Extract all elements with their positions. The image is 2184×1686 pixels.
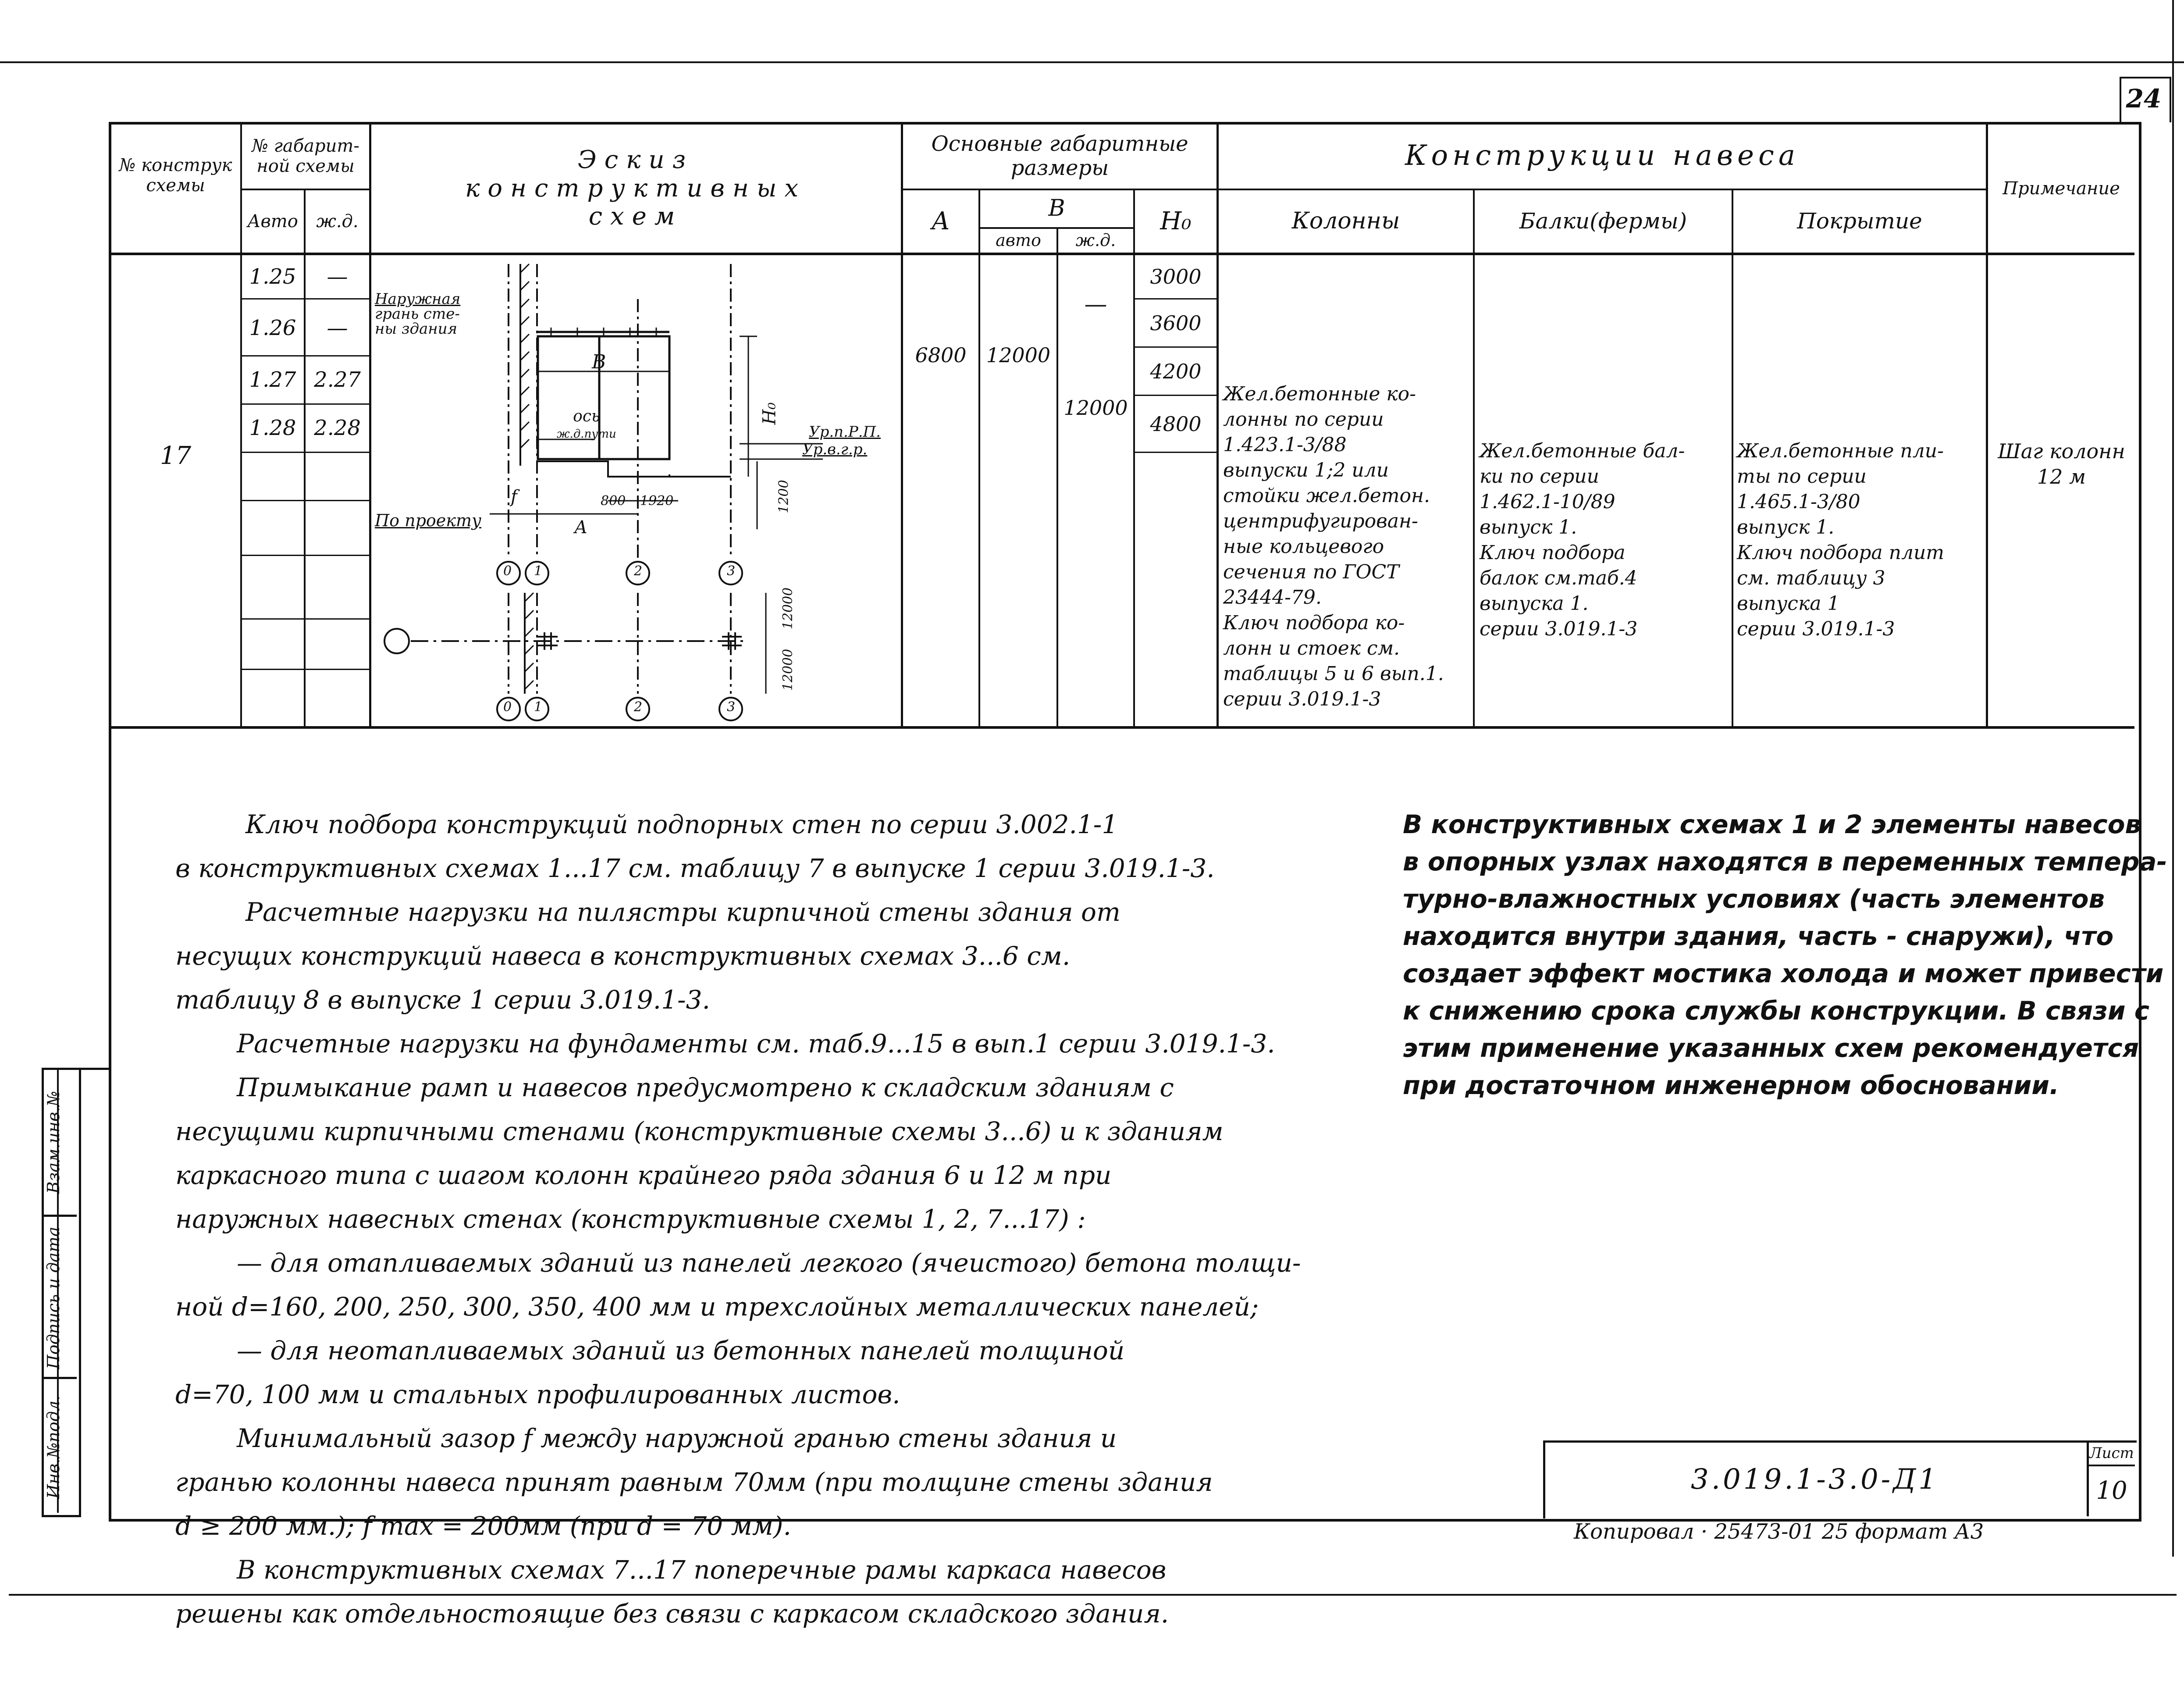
note-line: несущих конструкций навеса в конструктивных схемах 3...6 см. (175, 941, 1071, 971)
row-1-auto: 1.25 (249, 264, 296, 289)
hdr-B-auto: авто (996, 231, 1041, 250)
sketch-B: В (592, 351, 606, 373)
dim-B-auto-value: 12000 (986, 343, 1051, 367)
note-text: Шаг колонн 12 м (1998, 439, 2125, 488)
hdr-B: В (1048, 195, 1065, 222)
row-4-auto: 1.28 (249, 416, 296, 441)
warning-line: в опорных узлах находятся в переменных темпера- (1403, 847, 2167, 877)
note-line: — для неотапливаемых зданий из бетонных панелей толщиной (237, 1336, 1125, 1365)
warning-line: этим применение указанных схем рекомендуется (1403, 1033, 2139, 1063)
note-line: В конструктивных схемах 7...17 поперечные рамы каркаса навесов (237, 1555, 1167, 1585)
row-3-h0: 4200 (1150, 359, 1202, 383)
row-2-h0: 3600 (1150, 311, 1202, 335)
note-line: каркасного типа с шагом колонн крайнего ряда здания 6 и 12 м при (175, 1160, 1112, 1190)
hdr-auto: Авто (247, 211, 298, 232)
sketch-dim-12000-a: 12000 (780, 587, 796, 630)
note-line: — для отапливаемых зданий из панелей легкого (ячеистого) бетона толщи- (237, 1248, 1301, 1278)
sketch-level-rr: Ур.в.г.р. (802, 441, 868, 458)
note-line: Примыкание рамп и навесов предусмотрено к складским зданиям с (237, 1073, 1174, 1102)
note-line: d ≥ 200 мм.); f max = 200мм (при d = 70 мм). (175, 1511, 791, 1541)
hdr-gauge-scheme: № габарит- ной схемы (252, 136, 359, 176)
stamp-replace-inv: Взам.инв.№ (44, 1091, 63, 1194)
row-3-auto: 1.27 (249, 367, 296, 392)
hdr-A: А (931, 207, 950, 235)
sketch-axis-3-bot: 3 (727, 699, 736, 715)
note-line: в конструктивных схемах 1...17 см. таблицу 7 в выпуске 1 серии 3.019.1-3. (175, 853, 1215, 883)
sketch-axis-2-top: 2 (634, 563, 643, 579)
note-line: d=70, 100 мм и стальных профилированных листов. (175, 1379, 900, 1409)
row-4-h0: 4800 (1150, 412, 1202, 436)
columns-text: Жел.бетонные ко- лонны по серии 1.423.1-3/88 выпуски 1;2 или стойки жел.бетон. центрифугирован- ные кольцевого сечения по ГОСТ 23444-79. Ключ подбора ко- лонн и стоек см. таблицы 5 и 6 вып.1. серии 3.019.1-3 (1223, 383, 1444, 710)
scheme-number: 17 (160, 441, 192, 470)
note-line: наружных навесных стенах (конструктивные схемы 1, 2, 7...17) : (175, 1204, 1086, 1234)
sketch-dim-12000-b: 12000 (780, 649, 796, 691)
sketch-axis-2-bot: 2 (634, 699, 643, 715)
row-2-rail: — (327, 316, 348, 341)
hdr-H0: Н₀ (1160, 207, 1192, 235)
beams-text: Жел.бетонные бал- ки по серии 1.462.1-10/89 выпуск 1. Ключ подбора балок см.таб.4 выпуска 1. серии 3.019.1-3 (1480, 440, 1685, 640)
hdr-covering: Покрытие (1797, 208, 1922, 234)
sketch-dim-800: 800 (601, 493, 626, 509)
hdr-sketch-title: Эскиз конструктивных схем (465, 146, 807, 231)
corner-number: 24 (2126, 83, 2162, 114)
note-line: решены как отдельностоящие без связи с каркасом складского здания. (175, 1599, 1169, 1629)
sketch-axis-0-top: 0 (503, 563, 512, 579)
sketch-per-project: По проекту (375, 511, 482, 530)
covering-text: Жел.бетонные пли- ты по серии 1.465.1-3/80 выпуск 1. Ключ подбора плит см. таблицу 3 выпуска 1 серии 3.019.1-3 (1737, 440, 1945, 640)
hdr-note: Примечание (2003, 178, 2120, 199)
sheet-number: 10 (2096, 1476, 2127, 1505)
row-4-rail: 2.28 (314, 416, 361, 441)
sketch-dim-1200: 1200 (776, 480, 792, 513)
warning-line: к снижению срока службы конструкции. В связи с (1403, 996, 2150, 1026)
note-line: гранью колонны навеса принят равным 70мм (при толщине стены здания (175, 1467, 1213, 1497)
sketch-axis-1-top: 1 (534, 563, 543, 579)
sketch-outer-face: Наружная грань сте- ны здания (375, 290, 461, 338)
warning-line: турно-влажностных условиях (часть элементов (1403, 884, 2105, 914)
note-line: Расчетные нагрузки на фундаменты см. таб.9...15 в вып.1 серии 3.019.1-3. (237, 1029, 1275, 1059)
warning-line: при достаточном инженерном обосновании. (1403, 1070, 2059, 1100)
hdr-scheme-no: № конструк схемы (119, 155, 232, 196)
note-line: таблицу 8 в выпуске 1 серии 3.019.1-3. (175, 985, 710, 1015)
note-line: Расчетные нагрузки на пилястры кирпичной стены здания от (245, 897, 1120, 927)
sketch-A: А (574, 517, 588, 538)
hdr-columns: Колонны (1291, 208, 1400, 235)
note-line: Ключ подбора конструкций подпорных стен по серии 3.002.1-1 (245, 809, 1118, 839)
document-code: 3.019.1-3.0-Д1 (1690, 1463, 1939, 1496)
row-2-auto: 1.26 (249, 316, 296, 341)
sketch-dim-1920: 1920 (640, 493, 674, 509)
row-1-rail: — (327, 264, 348, 289)
hdr-beams: Балки(фермы) (1519, 208, 1687, 234)
sketch-level-rp: Ур.п.Р.П. (809, 423, 881, 441)
dim-A-value: 6800 (915, 343, 967, 367)
note-line: Минимальный зазор f между наружной гранью стены здания и (237, 1423, 1117, 1453)
hdr-main-dims: Основные габаритные размеры (931, 131, 1188, 180)
sheet-label: Лист (2089, 1444, 2134, 1462)
dim-B-rail-value: 12000 (1064, 396, 1128, 420)
stamp-inv-orig: Инв.№подл. (44, 1395, 63, 1499)
warning-line: находится внутри здания, часть - снаружи), что (1403, 921, 2114, 951)
note-line: несущими кирпичными стенами (конструктивные схемы 3...6) и к зданиям (175, 1116, 1224, 1146)
page-top-line (0, 61, 2184, 63)
stamp-sign-date: Подпись и дата (44, 1226, 63, 1369)
sketch-axis-0-bot: 0 (503, 699, 512, 715)
hdr-canopy: Конструкции навеса (1405, 139, 1800, 172)
hdr-rail: ж.д. (316, 211, 359, 232)
warning-line: создает эффект мостика холода и может привести (1403, 959, 2164, 988)
sketch-axis-3-top: 3 (727, 563, 736, 579)
row-1-h0: 3000 (1150, 265, 1202, 289)
sketch-axis-label: ось ж.д.пути (557, 407, 616, 441)
sketch-H0: Н₀ (759, 402, 780, 425)
warning-line: В конструктивных схемах 1 и 2 элементы навесов (1403, 809, 2141, 839)
sketch-f: f (511, 487, 517, 507)
dim-B-rail-dash: — (1084, 291, 1107, 318)
page-right-line (2172, 0, 2174, 1557)
hdr-B-rail: ж.д. (1075, 231, 1116, 250)
note-line: ной d=160, 200, 250, 300, 350, 400 мм и трехслойных металлических панелей; (175, 1292, 1259, 1322)
sketch-axis-1-bot: 1 (534, 699, 543, 715)
footer-copied: Копировал · 25473-01 25 формат А3 (1574, 1519, 1984, 1544)
row-3-rail: 2.27 (314, 367, 361, 392)
